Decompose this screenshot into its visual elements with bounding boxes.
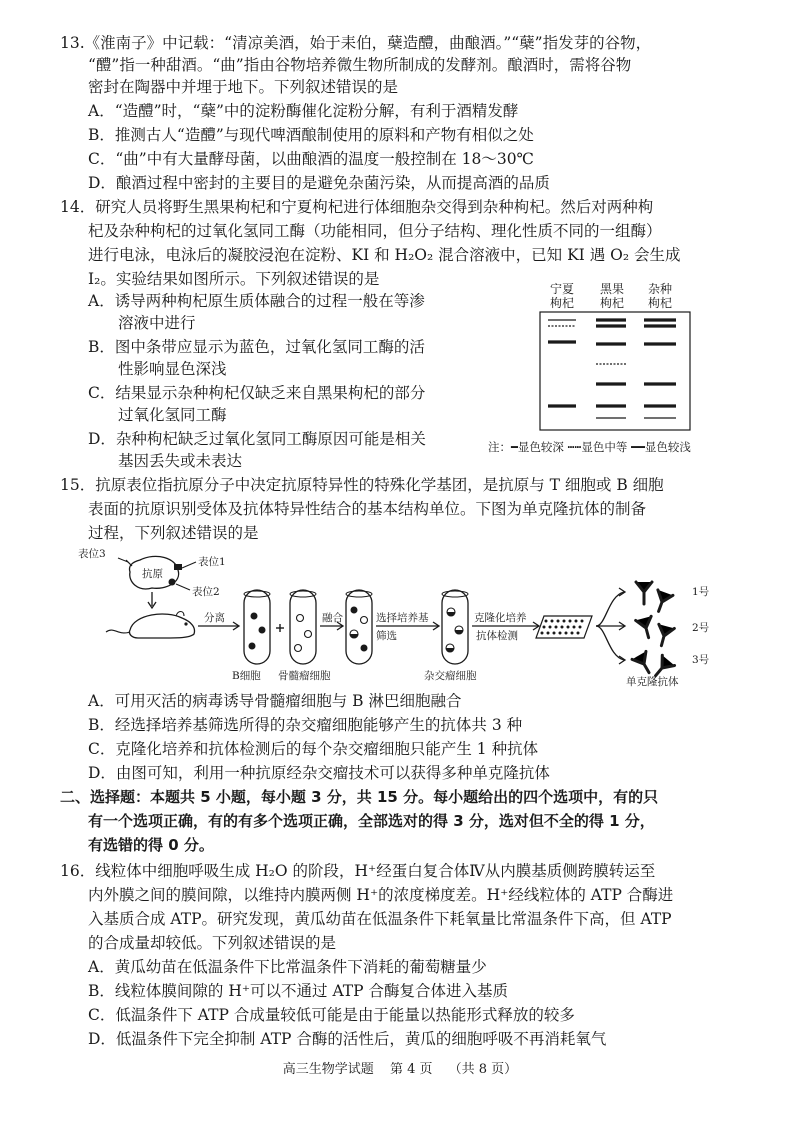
- gel-lane-label-heiguo-1: 黑果: [599, 282, 624, 296]
- fused-cell-1: [351, 607, 358, 614]
- q13-stem-line-3: 密封在陶器中并埋于地下。下列叙述错误的是: [88, 78, 399, 96]
- q15-stem-line-3: 过程，下列叙述错误的是: [88, 524, 259, 542]
- q13-stem-line-2: “醴”指一种甜酒。“曲”指由谷物培养微生物所制成的发酵剂。酿酒时，需将谷物: [88, 56, 632, 74]
- q16-option-d: D．低温条件下完全抑制 ATP 合酶的活性后，黄瓜的细胞呼吸不再消耗氧气: [88, 1030, 607, 1048]
- gel-legend-note: 注：━显色较深 ┅┅显色中等 ━━显色较浅: [488, 440, 691, 454]
- q14-option-a-cont: 溶液中进行: [118, 314, 196, 332]
- q16-stem-line-1: 16．线粒体中细胞呼吸生成 H₂O 的阶段，H⁺经蛋白复合体Ⅳ从内膜基质侧跨膜转运至: [60, 862, 656, 880]
- gel-lane-label-ningxia-2: 枸杞: [549, 296, 574, 310]
- label-screen: 筛选: [376, 630, 397, 642]
- epitope-2-leader: [176, 584, 190, 590]
- tube-hybridoma: [442, 590, 468, 664]
- antibody-group-1: [636, 582, 673, 614]
- footer-title: 高三生物学试题: [282, 1062, 374, 1077]
- q14-option-a: A．诱导两种枸杞原生质体融合的过程一般在等渗: [88, 292, 425, 310]
- antibody-group-2: [636, 616, 675, 647]
- q13-stem-line-1: 13.《淮南子》中记载：“清凉美酒，始于耒伯，蘖造醴，曲酿酒。”“蘖”指发芽的谷物，: [60, 34, 652, 52]
- q15-option-d: D．由图可知，利用一种抗原经杂交瘤技术可以获得多种单克隆抗体: [88, 764, 550, 782]
- mouse-tail: [106, 630, 130, 633]
- label-select-medium: 选择培养基: [376, 612, 429, 624]
- label-epitope-3: 表位3: [78, 548, 106, 560]
- q16-option-a: A．黄瓜幼苗在低温条件下比常温条件下消耗的葡萄糖量少: [88, 958, 487, 976]
- branch-arrow-3: [596, 626, 624, 660]
- label-antibody-1: 1号: [692, 586, 710, 598]
- myeloma-cell-3: [295, 645, 302, 652]
- q13-option-b: B．推测古人“造醴”与现代啤酒酿制使用的原料和产物有相似之处: [88, 126, 534, 144]
- q14-option-b-cont: 性影响显色深浅: [118, 360, 227, 378]
- epitope-1-mark: [174, 564, 182, 570]
- myeloma-cell-1: [297, 615, 304, 622]
- epitope-3-mark: [126, 560, 132, 566]
- q14-stem-line-3: 进行电泳，电泳后的凝胶浸泡在淀粉、KI 和 H₂O₂ 混合溶液中，已知 KI 遇 O₂ 会生成: [88, 246, 681, 264]
- q16-stem-line-4: 的合成量却较低。下列叙述错误的是: [88, 934, 337, 952]
- label-separate: 分离: [204, 612, 225, 624]
- label-myeloma: 骨髓瘤细胞: [278, 670, 331, 682]
- gel-electrophoresis-figure: [538, 280, 738, 452]
- label-antibody-test: 抗体检测: [476, 630, 518, 642]
- gel-frame: [540, 312, 690, 430]
- q13-option-a: A．“造醴”时，“蘖”中的淀粉酶催化淀粉分解，有利于酒精发酵: [88, 102, 519, 120]
- q15-option-c: C．克隆化培养和抗体检测后的每个杂交瘤细胞只能产生 1 种抗体: [88, 740, 539, 758]
- q14-option-c-cont: 过氧化氢同工酶: [118, 406, 227, 424]
- fused-cell-4: [361, 645, 368, 652]
- q15-option-b: B．经选择培养基筛选所得的杂交瘤细胞能够产生的抗体共 3 种: [88, 716, 523, 734]
- q13-option-c: C．“曲”中有大量酵母菌，以曲酿酒的温度一般控制在 18～30℃: [88, 150, 534, 168]
- epitope-2-mark: [169, 579, 176, 586]
- fused-cell-2: [361, 617, 368, 624]
- label-b-cell: B细胞: [232, 670, 261, 682]
- tube-myeloma: [290, 590, 316, 664]
- footer-page-number: 第 4 页: [389, 1062, 433, 1077]
- label-antigen: 抗原: [142, 568, 163, 580]
- section-2-line-1: 二、选择题：本题共 5 小题，每小题 3 分，共 15 分。每小题给出的四个选项中，有的只: [60, 788, 659, 806]
- section-2-line-2: 有一个选项正确，有的有多个选项正确，全部选对的得 3 分，选对但不全的得 1 分，: [88, 812, 655, 830]
- gel-lane-label-zazhong-1: 杂种: [647, 282, 672, 296]
- q14-option-d: D．杂种枸杞缺乏过氧化氢同工酶原因可能是相关: [88, 430, 426, 448]
- label-antibody-3: 3号: [692, 654, 710, 666]
- tube-fused: [346, 590, 372, 664]
- label-epitope-2: 表位2: [192, 586, 220, 598]
- q14-option-b: B．图中条带应显示为蓝色，过氧化氢同工酶的活: [88, 338, 425, 356]
- footer-total-pages: （共 8 页）: [448, 1062, 518, 1077]
- q16-stem-line-3: 入基质合成 ATP。研究发现，黄瓜幼苗在低温条件下耗氧量比常温条件下高，但 ATP: [88, 910, 672, 928]
- gel-lane-label-ningxia-1: 宁夏: [549, 282, 574, 296]
- mouse-eye: [184, 622, 187, 625]
- mouse-body: [129, 614, 194, 638]
- b-cell-1: [251, 613, 258, 620]
- q14-option-d-cont: 基因丢失或未表达: [118, 452, 243, 470]
- gel-lane-label-zazhong-2: 枸杞: [647, 296, 672, 310]
- q16-option-b: B．线粒体膜间隙的 H⁺可以不通过 ATP 合酶复合体进入基质: [88, 982, 508, 1000]
- label-hybridoma: 杂交瘤细胞: [424, 670, 477, 682]
- q15-stem-line-2: 表面的抗原识别受体及抗体特异性结合的基本结构单位。下图为单克隆抗体的制备: [88, 500, 647, 518]
- myeloma-cell-2: [305, 631, 312, 638]
- q14-option-c: C．结果显示杂种枸杞仅缺乏来自黑果枸杞的部分: [88, 384, 426, 402]
- q14-stem-line-1: 14．研究人员将野生黑果枸杞和宁夏枸杞进行体细胞杂交得到杂种枸杞。然后对两种枸: [60, 198, 654, 216]
- q14-stem-line-2: 杞及杂种枸杞的过氧化氢同工酶（功能相同，但分子结构、理化性质不同的一组酶）: [88, 222, 662, 240]
- section-2-line-3: 有选错的得 0 分。: [88, 836, 214, 854]
- label-clone-culture: 克隆化培养: [474, 612, 527, 624]
- q15-option-a: A．可用灭活的病毒诱导骨髓瘤细胞与 B 淋巴细胞融合: [88, 692, 462, 710]
- q14-stem-line-4: I₂。实验结果如图所示。下列叙述错误的是: [88, 270, 380, 288]
- monoclonal-antibody-figure: [78, 546, 738, 692]
- label-monoclonal-antibody: 单克隆抗体: [626, 676, 679, 688]
- b-cell-3: [249, 643, 256, 650]
- page-footer: [0, 1058, 800, 1077]
- label-epitope-1: 表位1: [198, 556, 226, 568]
- label-antibody-2: 2号: [692, 622, 710, 634]
- b-cell-2: [259, 627, 266, 634]
- q13-option-d: D．酿酒过程中密封的主要目的是避免杂菌污染，从而提高酒的品质: [88, 174, 550, 192]
- gel-bands: [538, 280, 738, 452]
- q16-option-c: C．低温条件下 ATP 合成量较低可能是由于能量以热能形式释放的较多: [88, 1006, 575, 1024]
- branch-arrow-1: [596, 592, 624, 626]
- q15-stem-line-1: 15．抗原表位指抗原分子中决定抗原特异性的特殊化学基团，是抗原与 T 细胞或 B 细胞: [60, 476, 664, 494]
- gel-lane-label-heiguo-2: 枸杞: [599, 296, 624, 310]
- q16-stem-line-2: 内外膜之间的膜间隙，以维持内膜两侧 H⁺的浓度梯度差。H⁺经线粒体的 ATP 合酶进: [88, 886, 674, 904]
- epitope-1-leader: [182, 562, 196, 568]
- label-fuse: 融合: [322, 612, 343, 624]
- tube-b-cells: [244, 590, 270, 664]
